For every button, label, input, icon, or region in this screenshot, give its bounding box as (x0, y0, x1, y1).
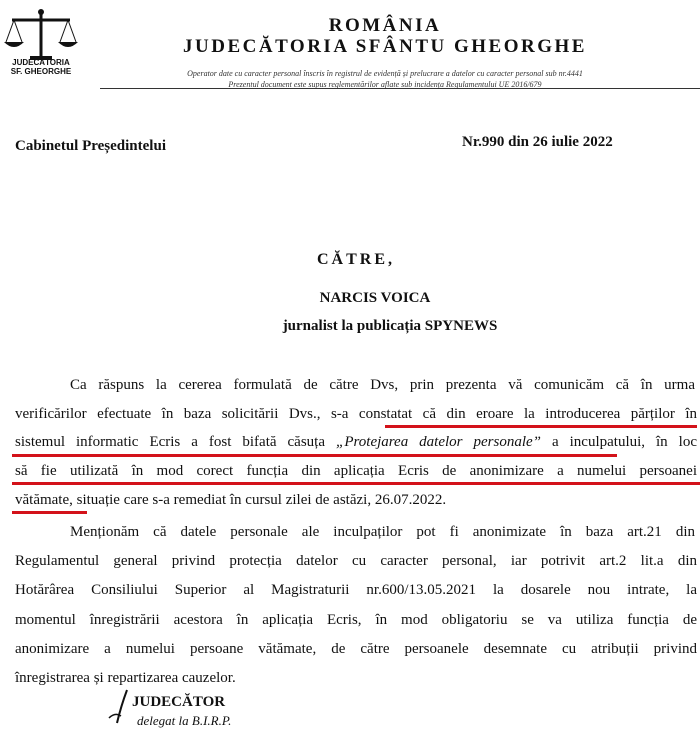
country-heading: ROMÂNIA (328, 15, 442, 36)
logo-caption: JUDECĂTORIA SF. GHEORGHE (10, 58, 72, 76)
header-divider (100, 88, 700, 89)
data-operator-notice: Operator date cu caracter personal înscris în registrul de evidență și prelucrare a datelor cu caracter personal sub nr.4441 (187, 69, 583, 78)
recipient-name: NARCIS VOICA (319, 290, 431, 306)
paragraph-1-line: verificărilor efectuate în baza solicitării Dvs., s-a constatat că din eroare la introducerea părților în (15, 406, 697, 422)
signatory-delegation: delegat la B.I.R.P. (137, 713, 232, 728)
registration-number: Nr.990 din 26 iulie 2022 (462, 134, 613, 150)
red-underline-annotation (12, 511, 87, 514)
paragraph-1-line: vătămate, situație care s-a remediat în cursul zilei de astăzi, 26.07.2022. (15, 492, 447, 508)
recipient-salutation: CĂTRE, (316, 251, 395, 268)
paragraph-2-line: înregistrarea și repartizarea cauzelor. (15, 670, 236, 686)
red-underline-annotation (12, 482, 700, 485)
red-underline-annotation (12, 454, 617, 457)
paragraph-1-line: Ca răspuns la cererea formulată de către Dvs, prin prezenta vă comunicăm că în urma (70, 377, 695, 393)
gdpr-notice: Prezentul document este supus reglementărilor aflate sub incidența Regulamentului UE 2016/679 (228, 80, 542, 89)
highlighted-checkbox-name: „Protejarea datelor personale” (335, 434, 541, 450)
signatory-title: JUDECĂTOR (132, 694, 226, 710)
paragraph-2-line: momentul înregistrării acestora în aplicația Ecris, în mod obligatoriu se va utiliza funcția de (15, 612, 697, 628)
paragraph-1-segment: a inculpatului, în loc (551, 434, 697, 450)
court-heading: JUDECĂTORIA SFÂNTU GHEORGHE (183, 36, 587, 57)
paragraph-2-line: Regulamentul general privind protecția datelor cu caracter personal, iar potrivit art.2 lit.a din (15, 553, 697, 569)
paragraph-2-line: Hotărârea Consiliului Superior al Magistraturii nr.600/13.05.2021 la dosarele nou intrate, la (15, 582, 697, 598)
office-name: Cabinetul Președintelui (15, 138, 166, 154)
paragraph-1-segment: sistemul informatic Ecris a fost bifată căsuța (15, 434, 325, 450)
paragraph-1-line (15, 432, 697, 452)
paragraph-2-line: Menționăm că datele personale ale inculpaților pot fi anonimizate în baza art.21 din (70, 524, 695, 540)
recipient-role: jurnalist la publicația SPYNEWS (282, 318, 498, 334)
red-underline-annotation (385, 425, 697, 428)
paragraph-2-line: anonimizare a numelui persoane vătămate, de către persoanele desemnate cu atribuții privind (15, 641, 697, 657)
paragraph-1-line: să fie utilizată în mod corect funcția din aplicația Ecris de anonimizare a numelui persoanei (15, 463, 697, 479)
